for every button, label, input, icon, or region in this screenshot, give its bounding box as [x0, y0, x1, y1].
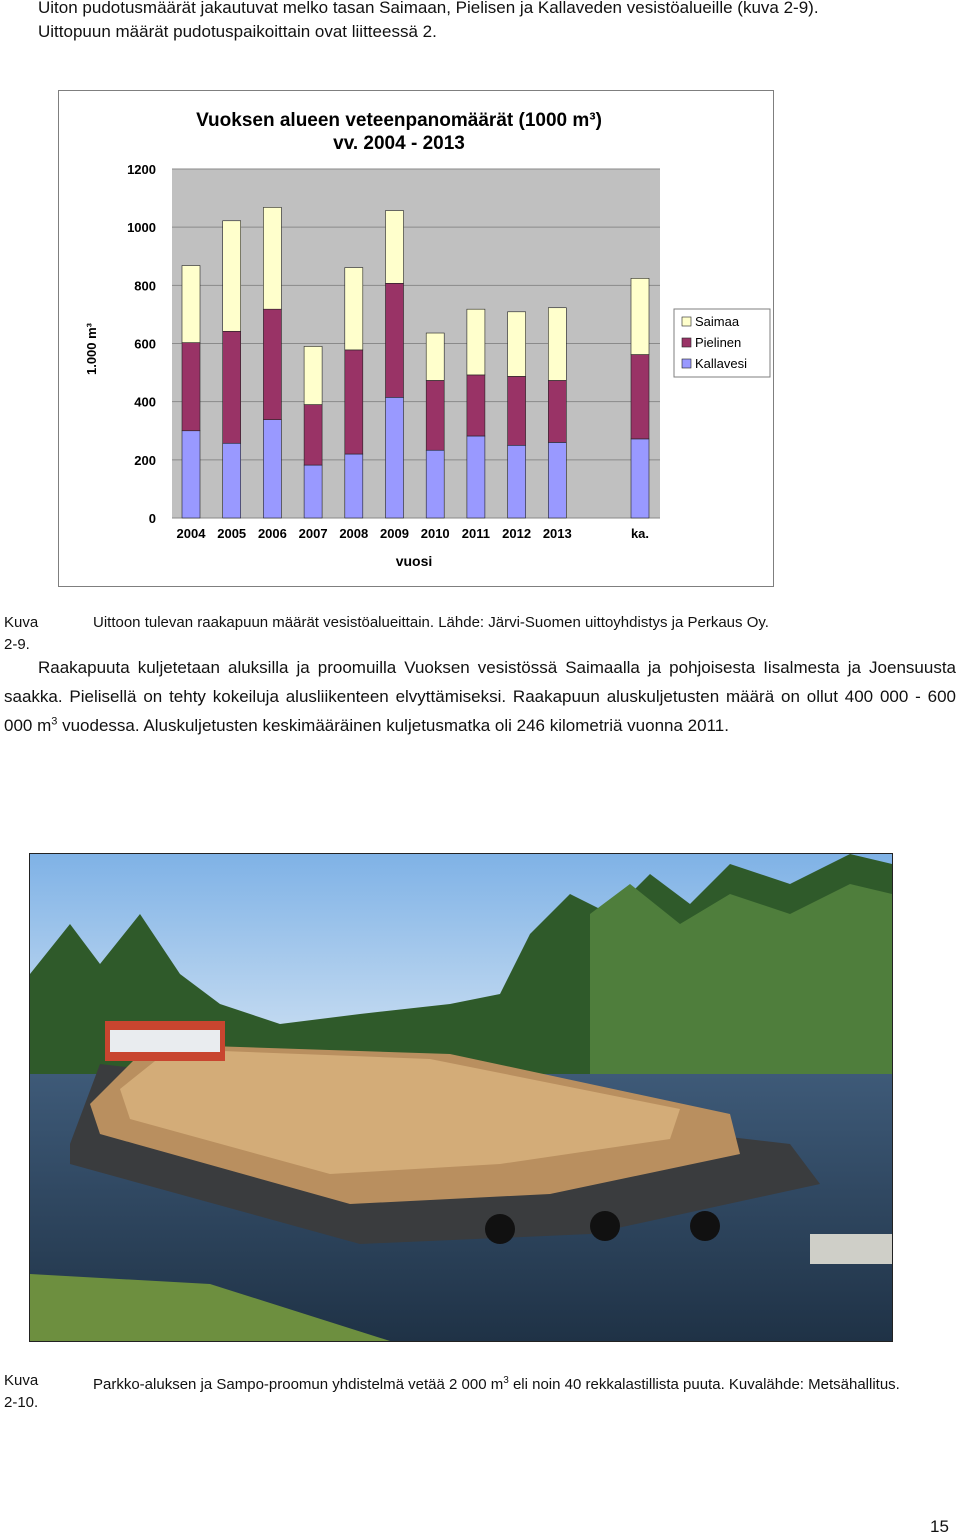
legend-swatch	[682, 338, 691, 347]
bar-segment-kallavesi	[426, 450, 444, 518]
caption-text	[93, 1370, 953, 1396]
legend-swatch	[682, 317, 691, 326]
chart-legend	[674, 309, 770, 377]
body-paragraph	[4, 653, 956, 740]
bar-segment-pielinen	[304, 405, 322, 465]
bar-segment-saimaa	[631, 278, 649, 354]
caption-text-part1: Parkko-aluksen ja Sampo-proomun yhdistelmä vetää 2 000 m	[93, 1376, 504, 1393]
y-tick-label: 600	[134, 336, 156, 352]
chart-svg	[59, 91, 775, 588]
bar-segment-pielinen	[631, 355, 649, 439]
caption-number: Kuva 2-10.	[4, 1372, 39, 1411]
x-tick-label: ka.	[630, 526, 650, 541]
bar-segment-kallavesi	[263, 420, 281, 518]
bar-segment-kallavesi	[182, 431, 200, 518]
bar-segment-saimaa	[508, 312, 526, 377]
stacked-bar-chart	[58, 90, 774, 587]
chart-ylabel: 1.000 m³	[84, 322, 99, 376]
x-tick-label: 2008	[339, 526, 369, 541]
bar-segment-saimaa	[304, 346, 322, 404]
legend-swatch	[682, 359, 691, 368]
caption-number: Kuva 2-9.	[4, 614, 39, 653]
bar-segment-kallavesi	[345, 454, 363, 518]
bar-segment-kallavesi	[631, 439, 649, 518]
bar-segment-saimaa	[548, 308, 566, 381]
intro-line-1: Uiton pudotusmäärät jakautuvat melko tasan Saimaan, Pielisen ja Kallaveden vesistöalueille (kuva 2-9).	[38, 0, 819, 17]
bar-segment-saimaa	[426, 333, 444, 380]
page-number: 15	[930, 1517, 949, 1536]
bar-segment-pielinen	[508, 376, 526, 445]
barge-illustration	[30, 854, 892, 1341]
y-tick-label: 0	[148, 511, 156, 526]
bar-segment-saimaa	[182, 266, 200, 343]
intro-text	[38, 0, 938, 44]
x-tick-label: 2005	[217, 526, 247, 541]
intro-line-2: Uittopuun määrät pudotuspaikoittain ovat liitteessä 2.	[38, 22, 437, 41]
y-tick-label: 800	[134, 278, 156, 294]
bar-segment-kallavesi	[548, 442, 566, 518]
x-tick-label: 2004	[176, 526, 206, 541]
bar-segment-pielinen	[182, 343, 200, 431]
body-text-part2: vuodessa. Aluskuljetusten keskimääräinen kuljetusmatka oli 246 kilometriä vuonna 2011.	[57, 716, 729, 735]
body-superscript: 3	[51, 715, 58, 728]
y-tick-label: 200	[134, 452, 156, 468]
bar-segment-saimaa	[386, 211, 404, 284]
x-tick-label: 2010	[420, 526, 450, 541]
legend-label: Saimaa	[695, 314, 740, 329]
bar-segment-kallavesi	[223, 443, 241, 518]
legend-label: Kallavesi	[695, 356, 748, 371]
chart-subtitle: vv. 2004 - 2013	[333, 133, 465, 154]
y-tick-label: 1000	[127, 220, 156, 236]
x-tick-label: 2011	[461, 526, 491, 541]
bar-segment-pielinen	[223, 331, 241, 443]
photo-log-barge	[29, 853, 893, 1342]
y-tick-label: 400	[134, 394, 156, 410]
bar-segment-pielinen	[345, 350, 363, 454]
bar-segment-saimaa	[263, 207, 281, 309]
body-text-part1: Raakapuuta kuljetetaan aluksilla ja proomuilla Vuoksen vesistössä Saimaalla ja pohjoisesta Iisalmesta ja Joensuusta saakka. Pielisellä on tehty kokeiluja alusliikenteen elvyttämiseksi. Raakapuun aluskuljetusten määrä on ollut 400 000 - 600 000 m	[4, 658, 956, 735]
x-tick-label: 2009	[380, 526, 409, 541]
y-tick-label: 1200	[127, 162, 156, 177]
bar-segment-saimaa	[223, 221, 241, 332]
bar-segment-pielinen	[426, 380, 444, 450]
bar-segment-saimaa	[345, 268, 363, 350]
caption-text-part2: eli noin 40 rekkalastillista puuta. Kuvalähde: Metsähallitus.	[508, 1376, 900, 1393]
bar-segment-kallavesi	[467, 436, 485, 518]
bar-segment-kallavesi	[304, 465, 322, 518]
bar-segment-kallavesi	[508, 445, 526, 518]
legend-label: Pielinen	[695, 335, 742, 350]
bar-segment-saimaa	[467, 309, 485, 375]
caption-text: Uittoon tulevan raakapuun määrät vesistöalueittain. Lähde: Järvi-Suomen uittoyhdistys ja Perkaus Oy.	[93, 614, 769, 631]
chart-title: Vuoksen alueen veteenpanomäärät (1000 m³)	[196, 110, 602, 131]
bar-segment-pielinen	[548, 380, 566, 442]
x-tick-label: 2013	[542, 526, 572, 541]
chart-xlabel: vuosi	[395, 553, 433, 569]
bar-segment-kallavesi	[386, 397, 404, 518]
x-tick-label: 2006	[257, 526, 287, 541]
bar-segment-pielinen	[386, 283, 404, 397]
x-tick-label: 2012	[502, 526, 532, 541]
x-tick-label: 2007	[298, 526, 328, 541]
y-tick-labels	[127, 162, 156, 526]
x-tick-labels	[177, 526, 650, 541]
bar-segment-pielinen	[467, 375, 485, 436]
bar-segment-pielinen	[263, 309, 281, 420]
caption-superscript: 3	[503, 1375, 509, 1386]
